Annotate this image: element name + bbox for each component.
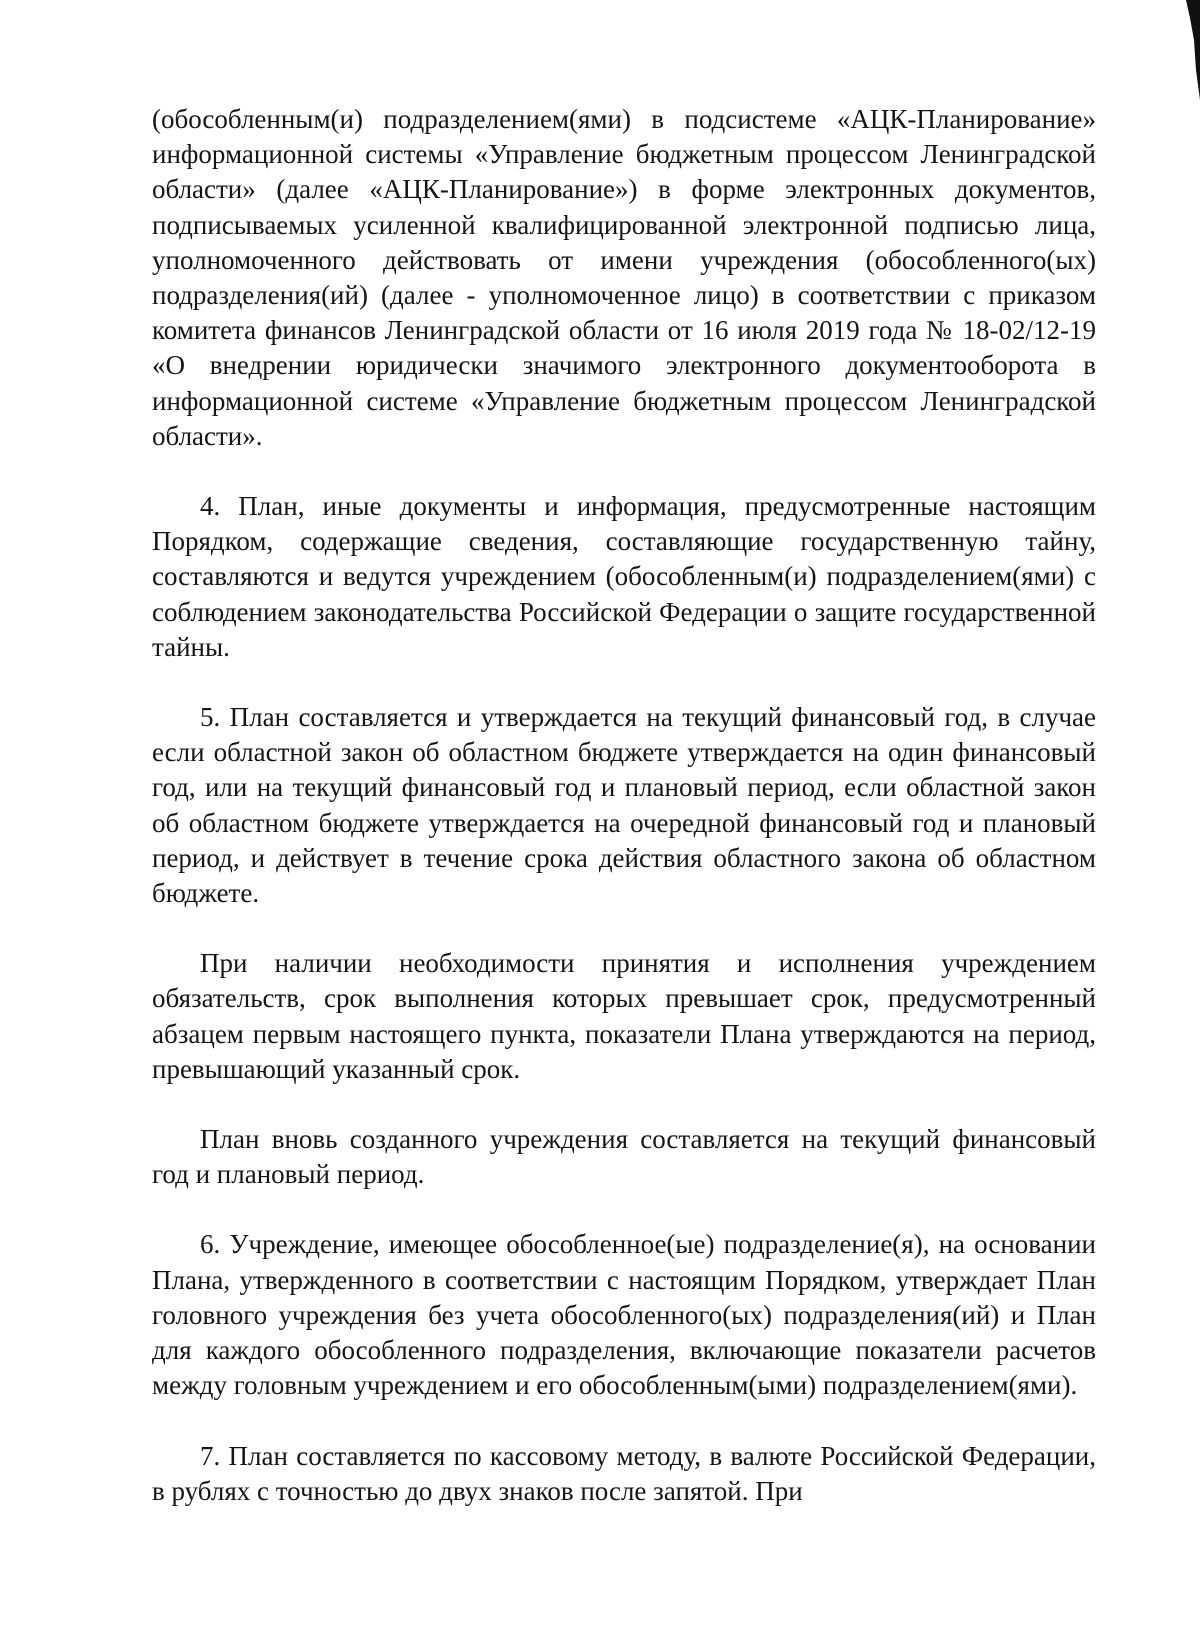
paragraph-item-4: 4. План, иные документы и информация, предусмотренные настоящим Порядком, содержащие сведения, составляющие государственную тайну, составляются и ведутся учреждением (обособленным(и) подразделением(ями) с соблюдением законодательства Российской Федерации о защите государственной тайны.: [152, 491, 1096, 662]
scan-edge-mark: [1166, 0, 1200, 100]
paragraph-item-5-third: План вновь созданного учреждения составляется на текущий финансовый год и плановый период.: [152, 1124, 1096, 1190]
paragraph-item-5-second: При наличии необходимости принятия и исполнения учреждением обязательств, срок выполнения которых превышает срок, предусмотренный абзацем первым настоящего пункта, показатели Плана утверждаются на период, превышающий указанный срок.: [152, 948, 1096, 1084]
paragraph-item-5: 5. План составляется и утверждается на текущий финансовый год, в случае если областной закон об областном бюджете утверждается на один финансовый год, или на текущий финансовый год и плановый период, если областной закон об областном бюджете утверждается на очередной финансовый год и плановый период, и действует в течение срока действия областного закона об областном бюджете.: [152, 702, 1096, 909]
document-body: [152, 102, 1096, 1509]
paragraph-item-6: 6. Учреждение, имеющее обособленное(ые) подразделение(я), на основании Плана, утвержденного в соответствии с настоящим Порядком, утверждает План головного учреждения без учета обособленного(ых) подразделения(ий) и План для каждого обособленного подразделения, включающие показатели расчетов между головным учреждением и его обособленным(ыми) подразделением(ями).: [152, 1229, 1096, 1401]
paragraph-item-7: 7. План составляется по кассовому методу, в валюте Российской Федерации, в рублях с точностью до двух знаков после запятой. При: [152, 1440, 1096, 1506]
paragraph-continuation: (обособленным(и) подразделением(ями) в подсистеме «АЦК-Планирование» информационной системы «Управление бюджетным процессом Ленинградской области» (далее «АЦК-Планирование») в форме электронных документов, подписываемых усиленной квалифицированной электронной подписью лица, уполномоченного действовать от имени учреждения (обособленного(ых) подразделения(ий) (далее - уполномоченное лицо) в соответствии с приказом комитета финансов Ленинградской области от 16 июля 2019 года № 18-02/12-19 «О внедрении юридически значимого электронного документооборота в информационной системе «Управление бюджетным процессом Ленинградской области».: [152, 104, 1096, 451]
